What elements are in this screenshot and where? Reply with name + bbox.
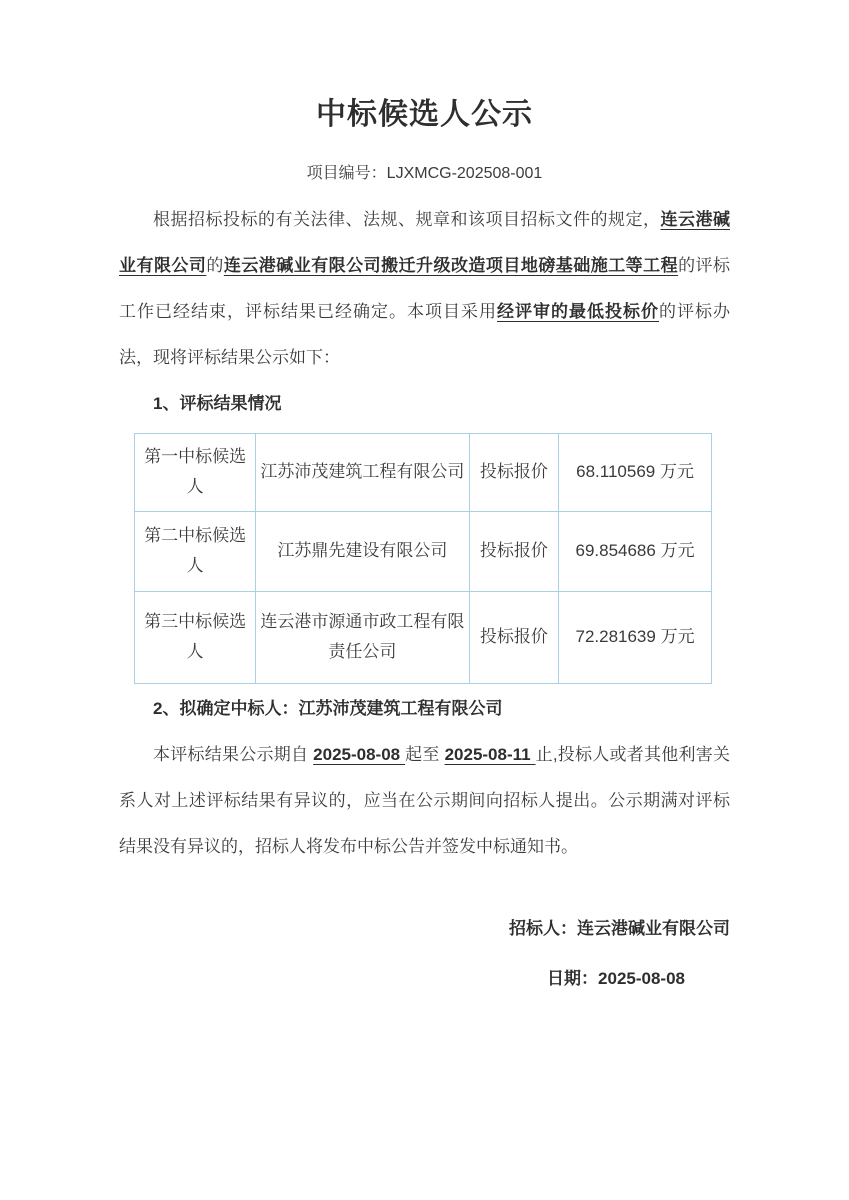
signature-date: 日期：2025-08-08: [547, 968, 685, 988]
section2-heading: 2、拟确定中标人：江苏沛茂建筑工程有限公司: [153, 698, 503, 718]
text-segment: 连云港碱业有限公司搬迁升级改造项目地磅基础施工等工程: [223, 255, 679, 275]
text-segment: 2025-08-11: [444, 744, 536, 764]
table-cell-price-label: 投标报价: [469, 591, 558, 683]
table-cell-rank: 第一中标候选人: [135, 433, 256, 511]
table-cell-price-label: 投标报价: [469, 433, 558, 511]
paragraph-intro: [119, 197, 730, 381]
table-row: [135, 511, 712, 591]
signature-bidder: 招标人：连云港碱业有限公司: [509, 918, 730, 938]
page-title: 中标候选人公示: [316, 98, 533, 131]
text-segment: 2025-08-08: [313, 744, 406, 764]
text-segment: 起至: [405, 744, 445, 764]
text-segment: 的评标办法，现将评标结果公示如下：: [119, 301, 730, 367]
section1-heading: 1、评标结果情况: [153, 393, 282, 413]
table-cell-price: 68.110569 万元: [559, 433, 712, 511]
text-segment: 的: [206, 255, 224, 275]
table-cell-company: 连云港市源通市政工程有限责任公司: [256, 591, 470, 683]
text-segment: 经评审的最低投标价: [497, 301, 659, 321]
table-cell-price-label: 投标报价: [469, 511, 558, 591]
table-cell-company: 江苏鼎先建设有限公司: [256, 511, 470, 591]
table-cell-rank: 第三中标候选人: [135, 591, 256, 683]
project-number: 项目编号：LJXMCG-202508-001: [306, 164, 543, 182]
text-segment: 的评标工作已经结束，评标结果已经确定。本项目采用: [119, 255, 731, 321]
text-segment: 止,投标人或者其他利害关系人对上述评标结果有异议的，应当在公示期间向招标人提出。公示期满对评标结果没有异议的，招标人将发布中标公告并签发中标通知书。: [119, 744, 730, 856]
table-cell-company: 江苏沛茂建筑工程有限公司: [256, 433, 470, 511]
text-segment: 连云港碱业有限公司: [119, 209, 730, 275]
text-segment: 根据招标投标的有关法律、法规、规章和该项目招标文件的规定，: [153, 209, 661, 229]
signature-block: [119, 904, 730, 1004]
table-cell-rank: 第二中标候选人: [135, 511, 256, 591]
results-table: [134, 433, 712, 684]
table-cell-price: 69.854686 万元: [559, 511, 712, 591]
table-cell-price: 72.281639 万元: [559, 591, 712, 683]
paragraph-publicity-period: [119, 732, 730, 870]
table-row: [135, 591, 712, 683]
text-segment: 本评标结果公示期自: [153, 744, 314, 764]
table-row: [135, 433, 712, 511]
